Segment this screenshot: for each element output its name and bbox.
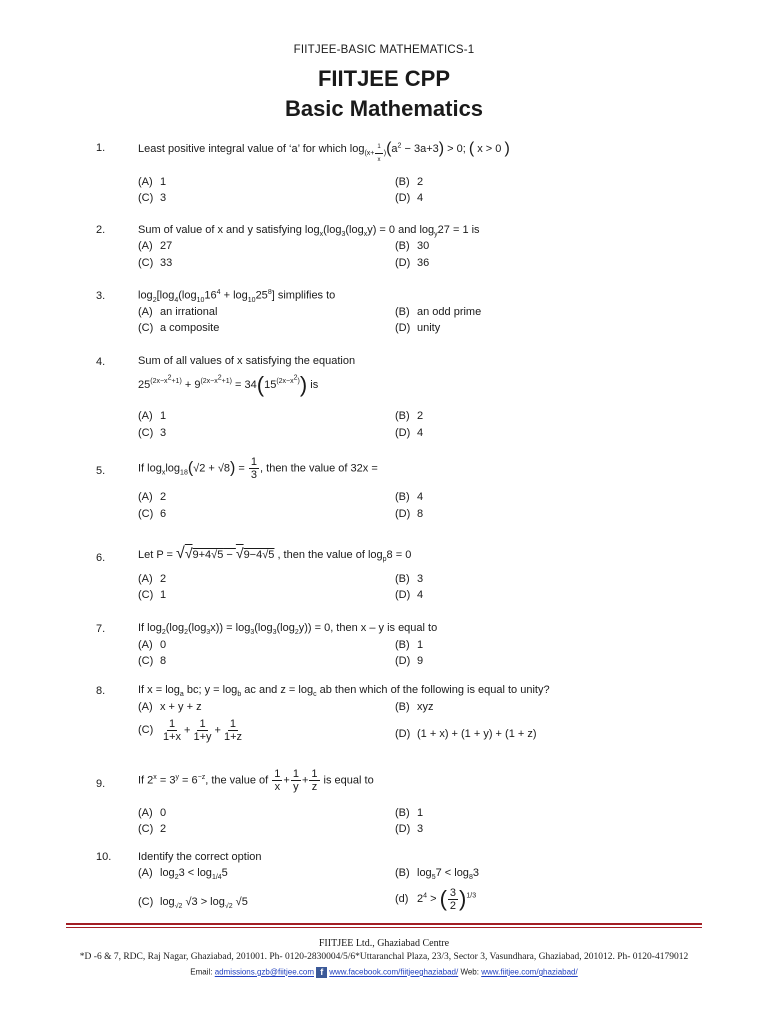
option-c: (C) $\frac{1}{1+x}$ + $\frac{1}{1+y}$ + $\frac{1}{1+z}$ bbox=[138, 718, 243, 743]
option-d: (D) 36 bbox=[395, 257, 430, 269]
email-link[interactable]: admissions.gzb@fiitjee.com bbox=[214, 967, 315, 977]
option-c: (C) 6 bbox=[138, 508, 167, 520]
web-link[interactable]: www.fiitjee.com/ghaziabad/ bbox=[481, 967, 578, 977]
question-number: 8. bbox=[96, 685, 106, 697]
question-number: 6. bbox=[96, 552, 106, 564]
footer-contacts: Email: admissions.gzb@fiitjee.com f www.facebook.com/fiitjeeghaziabad/ Web: www.fiitjee.com/ghaziabad/ bbox=[190, 967, 578, 977]
option-d: (D) 3 bbox=[395, 823, 424, 835]
option-d: (D) 8 bbox=[395, 508, 424, 520]
option-b: (B) 1 bbox=[395, 639, 424, 651]
question-number: 5. bbox=[96, 465, 106, 477]
option-c: (C) 3 bbox=[138, 427, 167, 439]
option-b: (B) 3 bbox=[395, 573, 424, 585]
option-a: (A) 0 bbox=[138, 807, 167, 819]
option-b: (B) 1 bbox=[395, 807, 424, 819]
running-head: FIITJEE-BASIC MATHEMATICS-1 bbox=[293, 44, 475, 56]
option-d: (D) 4 bbox=[395, 427, 424, 439]
question-number: 10. bbox=[96, 851, 112, 863]
option-c: (C) 33 bbox=[138, 257, 173, 269]
question-text: $\log_2[\log_4(\log_{10}16^4 + \log_{10}25^8]$ simplifies to bbox=[138, 289, 336, 304]
footer-rule-thin bbox=[66, 927, 702, 928]
option-a: (A) an irrational bbox=[138, 306, 218, 318]
option-d: (D) 4 bbox=[395, 192, 424, 204]
question-text: If $\log_2(\log_2(\log_3x)) = \log_3(\log_3(\log_2y)) = 0$, then x – y is equal to bbox=[138, 622, 438, 637]
option-a: (A) 1 bbox=[138, 176, 167, 188]
footer-address: *D -6 & 7, RDC, Raj Nagar, Ghaziabad, 201001. Ph- 0120-2830004/5/6*Uttaranchal Plaza, 23/3, Sector 3, Vasundhara, Ghaziabad, 201012. Ph- 0120-4179012 bbox=[79, 952, 689, 962]
facebook-link[interactable]: www.facebook.com/fiitjeeghaziabad/ bbox=[329, 967, 459, 977]
option-d: (d) $2^4$ > ( $\frac{3}{2}$ )$^{1/3}$ bbox=[395, 886, 477, 912]
page-subtitle: Basic Mathematics bbox=[284, 96, 484, 121]
question-text: If $x = \log_a$ bc; $y = \log_b$ ac and $z = \log_c$ ab then which of the following is equal to unity? bbox=[138, 684, 550, 699]
option-b: (B) 4 bbox=[395, 491, 424, 503]
option-d: (D) 9 bbox=[395, 655, 424, 667]
option-b: (B) 2 bbox=[395, 410, 424, 422]
question-text: Sum of all values of x satisfying the equation bbox=[138, 355, 356, 367]
option-b: (B) 30 bbox=[395, 240, 430, 252]
option-c: (C) 1 bbox=[138, 589, 167, 601]
option-b: (B) 2 bbox=[395, 176, 424, 188]
option-a: (A) 2 bbox=[138, 573, 167, 585]
facebook-icon: f bbox=[316, 967, 327, 978]
option-d: (D) unity bbox=[395, 322, 441, 334]
equation: $25^{(2x-x^2+1)} + 9^{(2x-x^2+1)} = 34(15^{(2x-x^2)})$ is bbox=[138, 372, 319, 397]
question-text: Identify the correct option bbox=[138, 851, 262, 863]
option-a: (A) 27 bbox=[138, 240, 173, 252]
question-number: 9. bbox=[96, 778, 106, 790]
question-number: 3. bbox=[96, 290, 106, 302]
footer-company: FIITJEE Ltd., Ghaziabad Centre bbox=[318, 938, 450, 949]
option-b: (B) $\log_57 < \log_83$ bbox=[395, 867, 479, 882]
question-text: If $2^x = 3^y = 6^{-z}$, the value of $\frac{1}{x}$ + $\frac{1}{y}$ + $\frac{1}{z}$ is equal to bbox=[138, 768, 374, 793]
question-number: 1. bbox=[96, 142, 106, 154]
option-c: (C) a composite bbox=[138, 322, 220, 334]
option-a: (A) 2 bbox=[138, 491, 167, 503]
option-c: (C) 8 bbox=[138, 655, 167, 667]
option-c: (C) $\log_{√2} √3 > \log_{√2} √5$ bbox=[138, 896, 248, 911]
option-d: (D) (1 + x) + (1 + y) + (1 + z) bbox=[395, 728, 537, 740]
question-number: 4. bbox=[96, 356, 106, 368]
option-d: (D) 4 bbox=[395, 589, 424, 601]
question-number: 7. bbox=[96, 623, 106, 635]
option-a: (A) 0 bbox=[138, 639, 167, 651]
question-text: Least positive integral value of ‘a’ for which $\log_{(x+ \frac{1}{x} )}(a^2 - 3a+3) > 0$; ( x > 0 ) bbox=[138, 140, 510, 163]
question-text: Let P = √√9+4√5 − √9−4√5 , then the value of $\log_p8 = 0$ bbox=[138, 545, 412, 564]
question-number: 2. bbox=[96, 224, 106, 236]
footer-rule bbox=[66, 923, 702, 925]
question-text: Sum of value of x and y satisfying $\log_x(\log_3(\log_xy) = 0$ and $\log_y27 = 1$ is bbox=[138, 224, 480, 239]
option-b: (B) xyz bbox=[395, 701, 434, 713]
option-c: (C) 2 bbox=[138, 823, 167, 835]
option-a: (A) 1 bbox=[138, 410, 167, 422]
option-a: (A) $\log_23 < \log_{1/4}5$ bbox=[138, 867, 228, 882]
question-text: If $\log_x\log_{18}(√2 + √8)$ = $\frac{1}{3}$ , then the value of 32x = bbox=[138, 456, 378, 481]
option-a: (A) x + y + z bbox=[138, 701, 202, 713]
option-c: (C) 3 bbox=[138, 192, 167, 204]
page-title: FIITJEE CPP bbox=[317, 66, 451, 91]
option-b: (B) an odd prime bbox=[395, 306, 482, 318]
